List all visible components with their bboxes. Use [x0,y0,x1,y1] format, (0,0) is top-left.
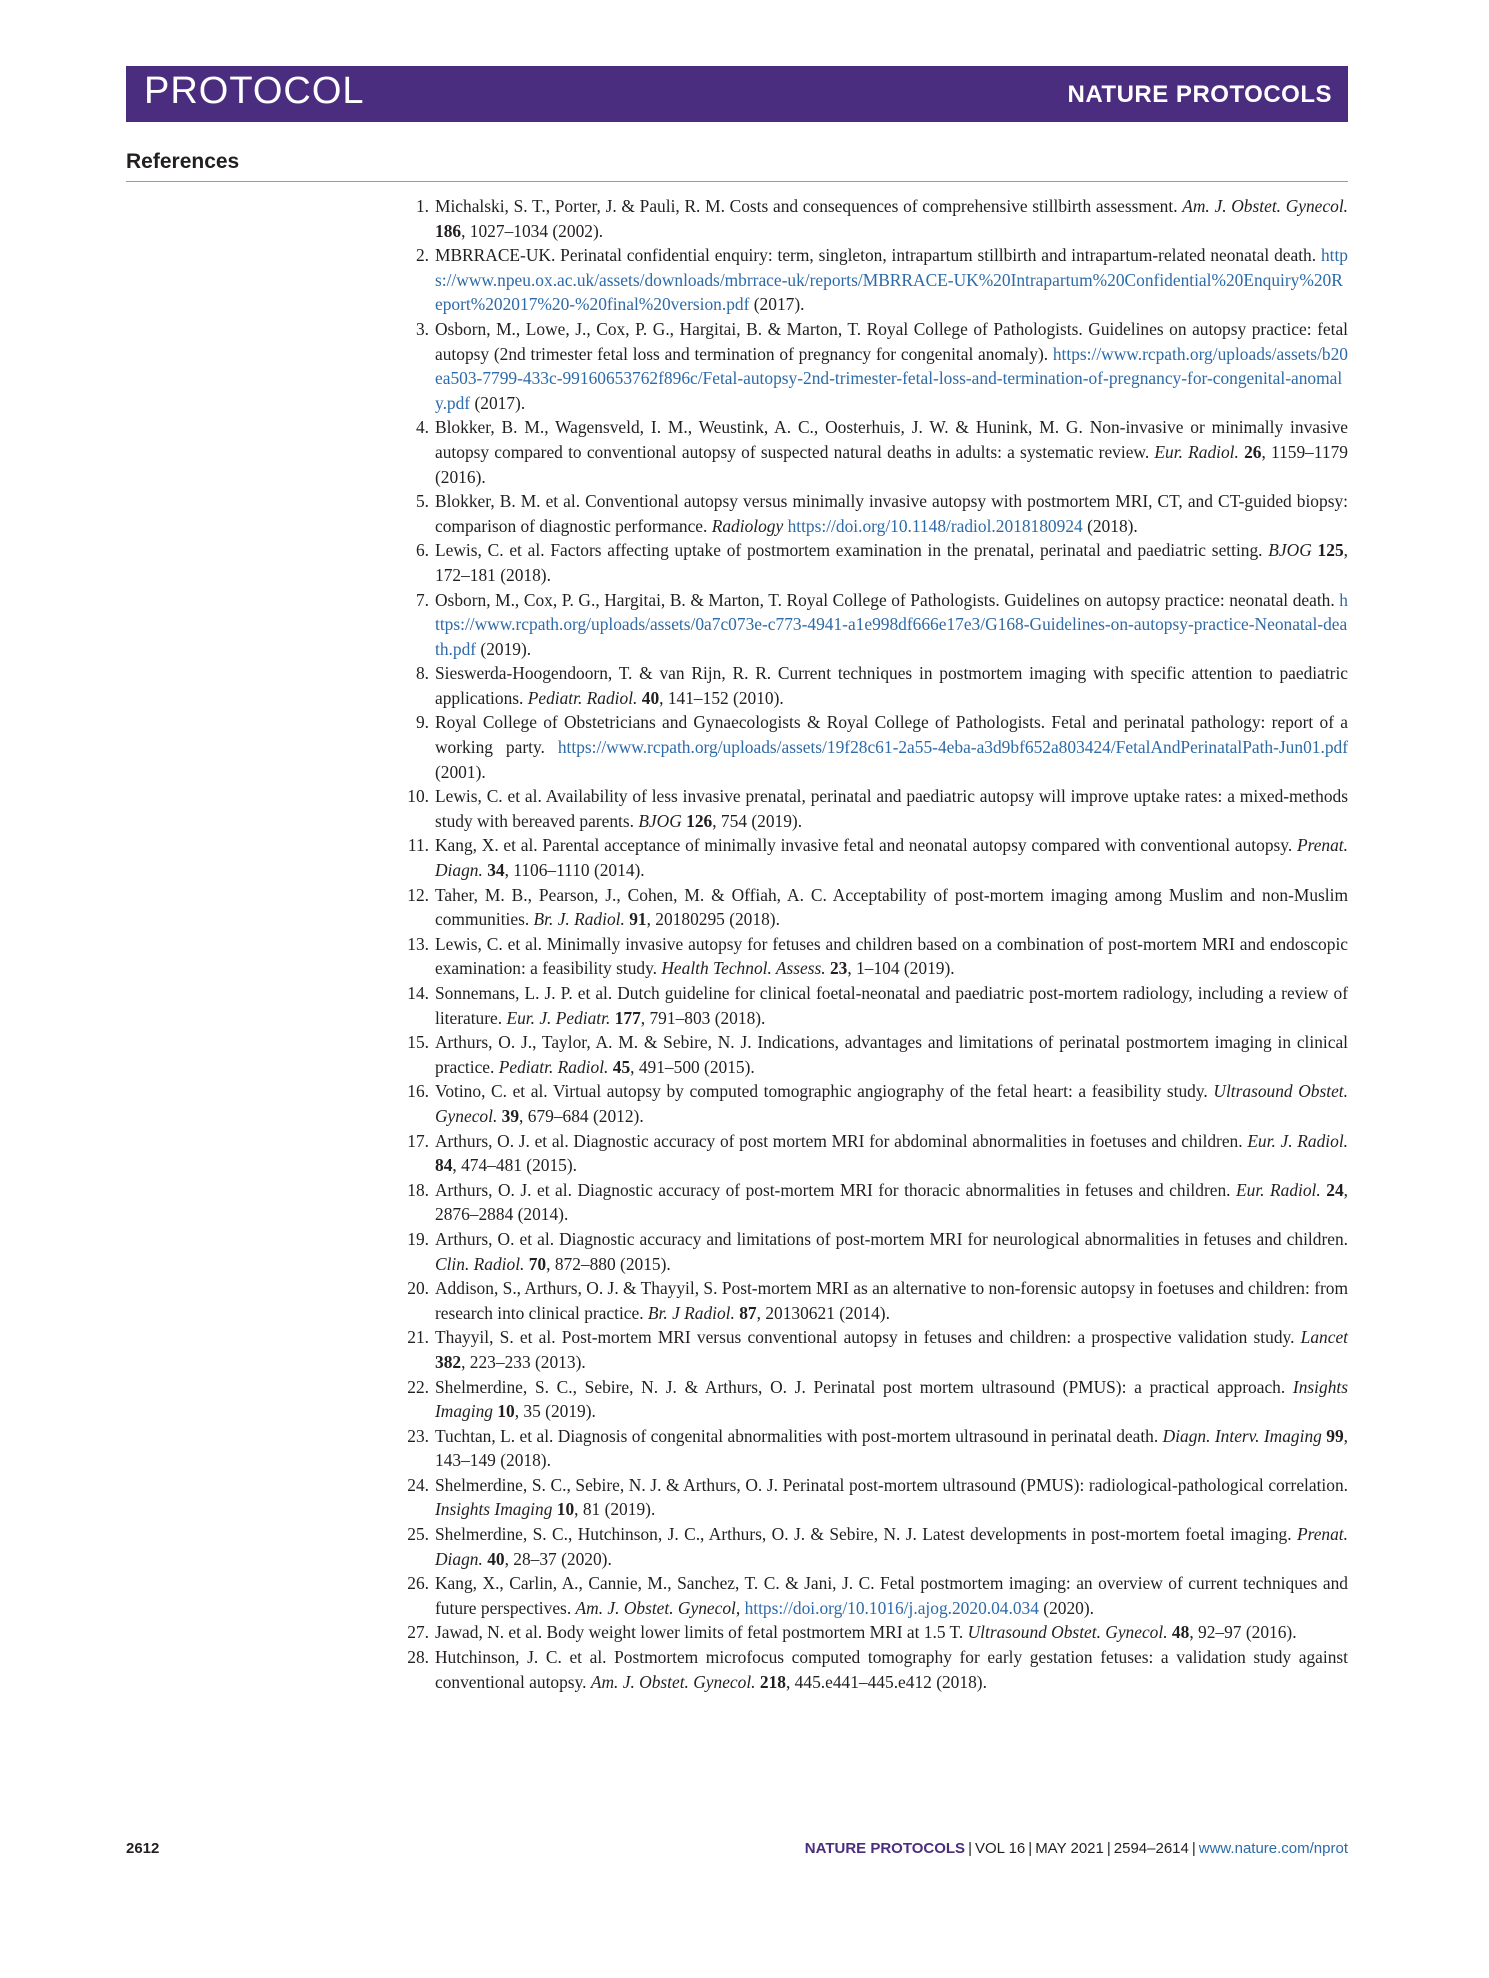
reference-pages-year: , 223–233 (2013). [461,1351,586,1372]
article-type-label: PROTOCOL [144,70,365,112]
reference-volume: 99 [1326,1425,1344,1446]
reference-journal: Lancet [1300,1327,1348,1348]
reference-number: 13. [407,933,429,954]
reference-volume: 39 [501,1105,520,1126]
reference-item [399,194,1348,243]
footer-journal: NATURE PROTOCOLS [804,1840,966,1857]
reference-journal: Eur. Radiol. [1236,1179,1321,1200]
reference-text [435,1622,1297,1642]
footer-separator: | [1106,1840,1111,1857]
reference-text [435,1524,1348,1569]
reference-item [399,1375,1348,1424]
footer-separator: | [1191,1840,1196,1857]
reference-authors-title: Addison, S., Arthurs, O. J. & Thayyil, S. Post-mortem MRI as an alternative to non-forensic autopsy in foetuses and children: from research into clinical practice. [435,1278,1348,1323]
reference-journal: Eur. Radiol. [1154,441,1239,462]
reference-item [399,489,1348,538]
reference-year: (2017). [470,392,526,413]
reference-authors-title: Osborn, M., Cox, P. G., Hargitai, B. & Marton, T. Royal College of Pathologists. Guidelines on autopsy practice: neonatal death. [435,589,1340,610]
reference-pages-year: , 2876–2884 (2014). [435,1179,1348,1225]
reference-authors-title: Lewis, C. et al. Factors affecting uptake of postmortem examination in the prenatal, perinatal and paediatric setting. [435,540,1269,561]
reference-number: 11. [407,835,429,856]
reference-link[interactable]: https://www.rcpath.org/uploads/assets/b20ea503-7799-433c-99160653762f896c/Fetal-autopsy-2nd-trimester-fetal-loss-and-termination-of-pregnancy-for-congenital-anomaly.pdf [435,343,1348,413]
reference-item [399,588,1348,662]
reference-text [435,491,1348,536]
reference-journal: Pediatr. Radiol. [498,1056,609,1077]
footer-url-link[interactable]: www.nature.com/nprot [1198,1840,1348,1857]
reference-text [435,1377,1348,1422]
reference-pages-year: , 28–37 (2020). [504,1548,612,1569]
reference-volume: 34 [487,860,505,881]
reference-authors-title: Votino, C. et al. Virtual autopsy by computed tomographic angiography of the fetal heart: a feasibility study. [435,1081,1214,1102]
reference-pages-year: , 872–880 (2015). [546,1253,671,1274]
reference-authors-title: Blokker, B. M., Wagensveld, I. M., Weustink, A. C., Oosterhuis, J. W. & Hunink, M. G. Non-invasive or minimally invasive autopsy compared to conventional autopsy of suspected natural deaths in adults: a systematic review. [435,417,1348,462]
reference-text [435,983,1348,1028]
reference-pages-year: , 35 (2019). [514,1401,596,1422]
reference-item [399,1620,1348,1645]
reference-authors-title: Shelmerdine, S. C., Sebire, N. J. & Arthurs, O. J. Perinatal post mortem ultrasound (PMUS): a practical approach. [435,1376,1293,1397]
reference-item [399,1276,1348,1325]
reference-authors-title: Jawad, N. et al. Body weight lower limits of fetal postmortem MRI at 1.5 T. [435,1622,968,1643]
footer-date: MAY 2021 [1035,1840,1104,1857]
reference-authors-title: Shelmerdine, S. C., Hutchinson, J. C., Arthurs, O. J. & Sebire, N. J. Latest developments in post-mortem foetal imaging. [435,1524,1297,1545]
reference-pages-year: , 1159–1179 (2016). [435,441,1348,487]
reference-link[interactable]: https://www.rcpath.org/uploads/assets/19f28c61-2a55-4eba-a3d9bf652a803424/FetalAndPerinatalPath-Jun01.pdf [557,737,1348,758]
reference-text [435,1475,1348,1520]
reference-journal: Clin. Radiol. [435,1253,525,1274]
reference-text [435,1131,1348,1176]
footer-citation [805,1840,1348,1857]
reference-number: 15. [407,1032,429,1053]
reference-journal: Prenat. Diagn. [435,835,1348,881]
reference-number: 10. [407,786,429,807]
reference-text [435,1278,1348,1323]
reference-list [399,194,1348,1694]
reference-authors-title: Arthurs, O. J. et al. Diagnostic accuracy of post mortem MRI for abdominal abnormalities in foetuses and children. [435,1130,1248,1151]
reference-volume: 84 [435,1155,453,1176]
reference-text [435,1647,1348,1692]
reference-journal: Pediatr. Radiol. [527,687,638,708]
reference-number: 2. [415,245,429,266]
reference-pages-year: , 92–97 (2016). [1189,1622,1297,1643]
reference-link[interactable]: https://www.npeu.ox.ac.uk/assets/downloads/mbrrace-uk/reports/MBRRACE-UK%20Intrapartum%20Confidential%20Enquiry%20Report%202017%20-%20final%20version.pdf [435,245,1348,315]
reference-text [435,1327,1348,1372]
reference-pages-year: , 81 (2019). [574,1499,656,1520]
reference-number: 23. [407,1425,429,1446]
reference-item [399,784,1348,833]
reference-text [435,712,1348,781]
reference-item [399,1079,1348,1128]
reference-journal: Ultrasound Obstet. Gynecol. [435,1081,1348,1126]
reference-text [435,196,1348,241]
footer-separator: | [1028,1840,1033,1857]
reference-journal: Eur. J. Radiol. [1247,1130,1348,1151]
footer-pages: 2594–2614 [1113,1840,1189,1857]
reference-separator: , [735,1597,745,1618]
reference-volume: 125 [1317,540,1344,561]
reference-volume: 10 [556,1499,575,1520]
reference-journal: Health Technol. Assess. [661,958,826,979]
reference-pages-year: , 20180295 (2018). [646,909,780,930]
reference-number: 9. [415,712,429,733]
reference-journal: Br. J Radiol. [647,1302,735,1323]
reference-item [399,1129,1348,1178]
reference-number: 16. [407,1081,429,1102]
reference-year: (2018). [1082,515,1138,536]
reference-number: 14. [407,983,429,1003]
reference-item [399,661,1348,710]
reference-link[interactable]: https://doi.org/10.1148/radiol.2018180924 [787,515,1083,536]
reference-year: (2020). [1038,1597,1094,1618]
reference-pages-year: , 791–803 (2018). [640,1007,766,1028]
reference-pages-year: , 679–684 (2012). [519,1105,644,1126]
reference-number: 26. [407,1573,429,1594]
reference-item [399,1030,1348,1079]
reference-journal: BJOG [1268,540,1312,561]
reference-pages-year: , 445.e441–445.e412 (2018). [785,1671,987,1692]
footer-separator: | [968,1840,972,1857]
reference-volume: 26 [1244,441,1262,462]
reference-pages-year: , 474–481 (2015). [452,1155,578,1176]
reference-number: 6. [415,540,429,561]
reference-pages-year: , 1106–1110 (2014). [504,860,645,881]
reference-volume: 40 [487,1548,505,1569]
reference-journal: Am. J. Obstet. Gynecol [575,1597,736,1618]
reference-volume: 45 [612,1056,631,1077]
reference-number: 18. [407,1179,429,1200]
reference-item [399,1424,1348,1473]
reference-text [435,1573,1348,1618]
reference-volume: 186 [435,220,462,241]
reference-number: 4. [415,417,429,438]
reference-text [435,885,1348,930]
reference-text [435,1180,1348,1225]
footer-volume: VOL 16 [974,1840,1026,1857]
reference-volume: 177 [614,1007,641,1028]
reference-number: 21. [407,1327,429,1348]
reference-volume: 23 [829,958,848,979]
page-number: 2612 [126,1840,160,1857]
reference-authors-title: Arthurs, O. J., Taylor, A. M. & Sebire, N. J. Indications, advantages and limitations of perinatal postmortem imaging in clinical practice. [435,1032,1348,1077]
header-banner [126,66,1348,122]
reference-item [399,833,1348,882]
reference-item [399,1645,1348,1694]
reference-authors-title: Tuchtan, L. et al. Diagnosis of congenital abnormalities with post-mortem ultrasound in perinatal death. [435,1425,1163,1446]
reference-link[interactable]: https://www.rcpath.org/uploads/assets/0a7c073e-c773-4941-a1e998df666e17e3/G168-Guidelines-on-autopsy-practice-Neonatal-death.pdf [435,589,1348,659]
reference-pages-year: , 491–500 (2015). [630,1056,755,1077]
reference-number: 27. [407,1622,429,1643]
reference-year: (2017). [749,294,805,315]
reference-item [399,710,1348,784]
reference-text [435,1032,1348,1077]
reference-year: (2019). [476,638,532,659]
reference-authors-title: Sonnemans, L. J. P. et al. Dutch guideline for clinical foetal-neonatal and paediatric post-mortem radiology, including a review of literature. [435,983,1348,1028]
reference-journal: Ultrasound Obstet. Gynecol. [967,1622,1168,1643]
reference-text [435,540,1348,585]
reference-authors-title: Thayyil, S. et al. Post-mortem MRI versus conventional autopsy in fetuses and children: a prospective validation study. [435,1327,1301,1348]
reference-authors-title: Shelmerdine, S. C., Sebire, N. J. & Arthurs, O. J. Perinatal post-mortem ultrasound (PMUS): radiological-pathological correlation. [435,1474,1348,1495]
reference-item [399,1325,1348,1374]
reference-text [435,1426,1348,1471]
reference-authors-title: Michalski, S. T., Porter, J. & Pauli, R. M. Costs and consequences of comprehensive stillbirth assessment. [435,196,1183,216]
reference-authors-title: Arthurs, O. et al. Diagnostic accuracy and limitations of post-mortem MRI for neurological abnormalities in fetuses and children. [435,1228,1348,1249]
reference-volume: 48 [1171,1622,1190,1643]
reference-journal: Am. J. Obstet. Gynecol. [1182,196,1348,216]
reference-number: 28. [407,1647,429,1668]
reference-authors-title: Sieswerda-Hoogendoorn, T. & van Rijn, R. R. Current techniques in postmortem imaging with specific attention to paediatric applications. [435,663,1348,708]
reference-item [399,981,1348,1030]
reference-authors-title: Taher, M. B., Pearson, J., Cohen, M. & Offiah, A. C. Acceptability of post-mortem imaging among Muslim and non-Muslim communities. [435,884,1348,930]
reference-pages-year: , 141–152 (2010). [659,687,784,708]
reference-item [399,538,1348,587]
reference-volume: 218 [759,1671,786,1692]
reference-volume: 70 [528,1253,547,1274]
reference-item [399,932,1348,981]
reference-authors-title: Blokker, B. M. et al. Conventional autopsy versus minimally invasive autopsy with postmortem MRI, CT, and CT-guided biopsy: comparison of diagnostic performance. [435,491,1348,536]
reference-authors-title: Lewis, C. et al. Minimally invasive autopsy for fetuses and children based on a combination of post-mortem MRI and endoscopic examination: a feasibility study. [435,933,1348,979]
reference-text [435,417,1348,486]
reference-authors-title: Lewis, C. et al. Availability of less invasive prenatal, perinatal and paediatric autopsy will improve uptake rates: a mixed-methods study with bereaved parents. [435,786,1348,831]
reference-volume: 382 [435,1351,462,1372]
reference-pages-year: , 754 (2019). [712,810,803,831]
reference-pages-year: , 143–149 (2018). [435,1425,1349,1471]
reference-journal: Insights Imaging [435,1499,553,1520]
reference-text [435,319,1348,413]
reference-item [399,1178,1348,1227]
reference-journal: Insights Imaging [435,1376,1348,1422]
reference-text [435,663,1348,708]
reference-authors-title: Arthurs, O. J. et al. Diagnostic accuracy of post-mortem MRI for thoracic abnormalities in fetuses and children. [435,1179,1236,1200]
reference-journal: BJOG [638,810,682,831]
reference-journal: Prenat. Diagn. [435,1524,1348,1569]
reference-journal: Br. J. Radiol. [533,909,625,930]
journal-name-label: NATURE PROTOCOLS [1067,81,1332,108]
reference-number: 8. [415,663,429,684]
reference-text [435,245,1348,314]
reference-item [399,883,1348,932]
reference-number: 19. [407,1228,429,1249]
reference-number: 25. [407,1524,429,1545]
reference-authors-title: Kang, X., Carlin, A., Cannie, M., Sanchez, T. C. & Jani, J. C. Fetal postmortem imaging: an overview of current techniques and future perspectives. [435,1573,1348,1618]
reference-number: 20. [407,1278,429,1299]
reference-volume: 40 [641,687,660,708]
reference-journal: Eur. J. Pediatr. [506,1007,611,1028]
reference-authors-title: Osborn, M., Lowe, J., Cox, P. G., Hargitai, B. & Marton, T. Royal College of Pathologists. Guidelines on autopsy practice: fetal autopsy (2nd trimester fetal loss and termination of pregnancy for congenital anomaly). [435,318,1348,364]
reference-volume: 91 [629,909,647,930]
reference-authors-title: MBRRACE-UK. Perinatal confidential enquiry: term, singleton, intrapartum stillbirth and intrapartum-related neonatal death. [435,245,1321,266]
reference-volume: 126 [686,810,713,831]
reference-text [435,934,1348,979]
reference-text [435,590,1348,659]
reference-item [399,317,1348,415]
reference-item [399,1571,1348,1620]
reference-item [399,1227,1348,1276]
reference-number: 22. [407,1376,429,1397]
reference-text [435,1229,1348,1274]
reference-item [399,1522,1348,1571]
reference-journal: Radiology [711,515,784,536]
reference-text [435,786,1348,831]
reference-volume: 10 [497,1401,515,1422]
reference-journal: Am. J. Obstet. Gynecol. [590,1671,756,1692]
section-divider [126,181,1348,182]
reference-number: 3. [415,318,429,339]
reference-authors-title: Royal College of Obstetricians and Gynaecologists & Royal College of Pathologists. Fetal and perinatal pathology: report of a working party. [435,712,1348,758]
reference-volume: 87 [739,1302,757,1323]
reference-text [435,835,1348,880]
reference-pages-year: , 20130621 (2014). [756,1302,890,1323]
reference-number: 24. [407,1474,429,1495]
reference-number: 7. [415,589,429,610]
reference-number: 17. [407,1130,429,1151]
reference-pages-year: , 172–181 (2018). [435,540,1348,585]
reference-authors-title: Kang, X. et al. Parental acceptance of minimally invasive fetal and neonatal autopsy compared with conventional autopsy. [435,835,1297,856]
reference-item [399,415,1348,489]
reference-number: 12. [407,884,429,905]
reference-link[interactable]: https://doi.org/10.1016/j.ajog.2020.04.034 [744,1597,1039,1618]
reference-text [435,1081,1348,1126]
reference-item [399,243,1348,317]
reference-pages-year: , 1027–1034 (2002). [461,220,604,241]
reference-year: (2001). [435,761,486,782]
section-title: References [126,150,240,173]
reference-number: 5. [415,491,429,512]
reference-authors-title: Hutchinson, J. C. et al. Postmortem microfocus computed tomography for early gestation fetuses: a validation study against conventional autopsy. [435,1647,1348,1692]
reference-number: 1. [415,196,429,216]
reference-item [399,1473,1348,1522]
reference-volume: 24 [1326,1179,1344,1200]
reference-pages-year: , 1–104 (2019). [847,958,955,979]
reference-journal: Diagn. Interv. Imaging [1162,1425,1322,1446]
